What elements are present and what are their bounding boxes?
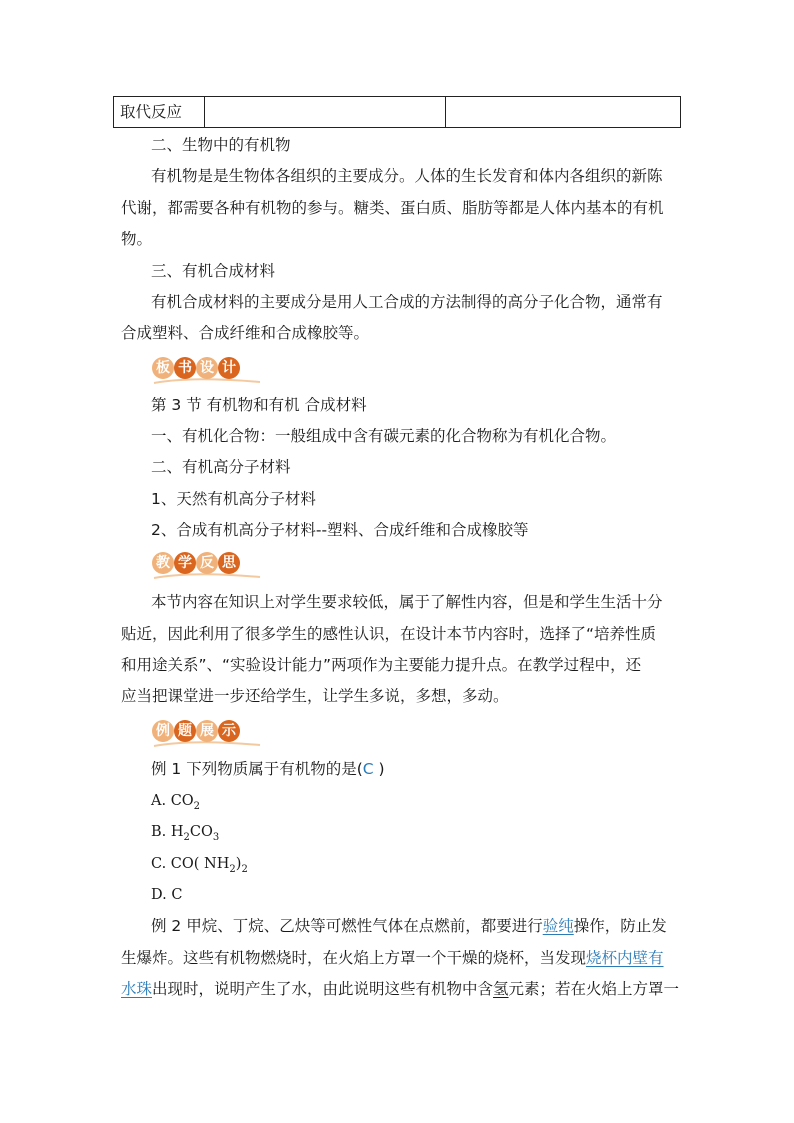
answer-blank: 烧杯内壁有 [586, 949, 664, 967]
answer-blank: 验纯 [542, 917, 574, 935]
section-heading-synthetic: 三、有机合成材料 [151, 262, 276, 280]
example-2-line [151, 915, 667, 937]
example-2-text: 元素；若在火焰上方罩一 [508, 980, 680, 998]
option-d: D. C [151, 887, 183, 903]
paragraph-line: 物。 [121, 230, 153, 248]
option-a [151, 790, 200, 818]
subscript: 2 [183, 831, 190, 843]
badge-char: 学 [178, 555, 192, 571]
paragraph-line: 应当把课堂进一步还给学生，让学生多说，多想，多动。 [121, 687, 509, 705]
badge-char: 板 [156, 360, 170, 376]
example-2-text: 出现时，说明产生了水，由此说明这些有机物中含 [152, 980, 494, 998]
paragraph-line: 有机物是是生物体各组织的主要成分。人体的生长发育和体内各组织的新陈 [151, 167, 663, 185]
example-2-text: 操作，防止发 [573, 917, 667, 935]
board-title: 第 3 节 有机物和有机 合成材料 [151, 396, 367, 414]
example-1-answer: C [362, 760, 374, 778]
option-c-text: C. CO( NH [151, 856, 230, 872]
table-cell-empty-1 [205, 97, 446, 127]
option-b [151, 821, 219, 849]
example-2-line [121, 978, 679, 1000]
example-2-text: 生爆炸。这些有机物燃烧时，在火焰上方罩一个干燥的烧杯，当发现 [121, 949, 587, 967]
option-c [151, 853, 248, 881]
reaction-table-row [113, 96, 681, 128]
subscript: 2 [241, 863, 248, 875]
example-display-badge [152, 719, 262, 749]
board-item: 1、天然有机高分子材料 [151, 490, 316, 508]
option-b-text: B. H [151, 824, 184, 840]
badge-char: 教 [156, 555, 170, 571]
badge-char: 反 [200, 555, 214, 571]
example-stem-text: 例 1 下列物质属于有机物的是( [151, 760, 363, 778]
badge-char: 题 [178, 723, 192, 739]
paragraph-line: 和用途关系”、“实验设计能力”两项作为主要能力提升点。在教学过程中，还 [121, 656, 642, 674]
example-stem-close: ) [373, 760, 385, 778]
badge-char: 设 [200, 360, 214, 376]
example-2-text: 例 2 甲烷、丁烷、乙炔等可燃性气体在点燃前，都要进行 [151, 917, 543, 935]
table-cell-reaction-type: 取代反应 [114, 97, 205, 127]
subscript: 2 [193, 800, 201, 812]
badge-char: 例 [156, 723, 170, 739]
board-item: 一、有机化合物：一般组成中含有碳元素的化合物称为有机化合物。 [151, 427, 617, 445]
example-1-stem [151, 758, 385, 780]
board-item: 2、合成有机高分子材料--塑料、合成纤维和合成橡胶等 [151, 521, 529, 539]
answer-blank: 氢 [493, 980, 509, 998]
option-b-text-rest: CO [189, 824, 213, 840]
paragraph-line: 贴近，因此利用了很多学生的感性认识，在设计本节内容时，选择了“培养性质 [121, 625, 657, 643]
paragraph-line: 本节内容在知识上对学生要求较低，属于了解性内容，但是和学生生活十分 [151, 593, 663, 611]
subscript: 3 [212, 831, 220, 843]
paragraph-line: 有机合成材料的主要成分是用人工合成的方法制得的高分子化合物，通常有 [151, 293, 663, 311]
paragraph-line: 合成塑料、合成纤维和合成橡胶等。 [121, 324, 370, 342]
answer-blank: 水珠 [121, 980, 153, 998]
table-cell-empty-2 [446, 97, 680, 127]
paragraph-line: 代谢，都需要各种有机物的参与。糖类、蛋白质、脂肪等都是人体内基本的有机 [121, 199, 664, 217]
badge-char: 思 [222, 555, 236, 571]
option-c-text-rest: ) [235, 856, 242, 872]
badge-char: 示 [222, 723, 236, 739]
section-heading-organisms: 二、生物中的有机物 [151, 136, 291, 154]
badge-char: 计 [222, 360, 236, 376]
badge-char: 展 [200, 723, 214, 739]
board-item: 二、有机高分子材料 [151, 458, 291, 476]
option-a-text: A. CO [151, 793, 194, 809]
badge-char: 书 [178, 360, 192, 376]
example-2-line [121, 947, 664, 969]
board-design-badge [152, 356, 262, 386]
subscript: 2 [229, 863, 236, 875]
teaching-reflection-badge [152, 551, 262, 581]
